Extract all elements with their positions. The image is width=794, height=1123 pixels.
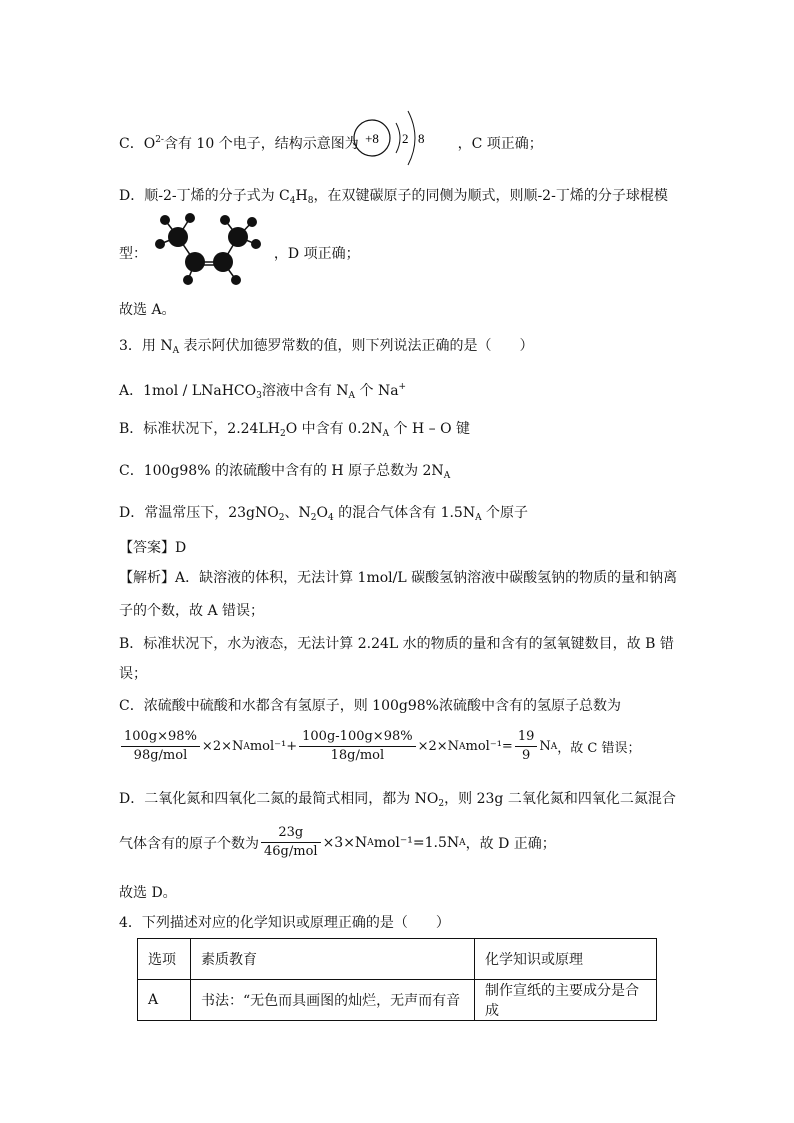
cell-quality-education: 书法：“无色而具画图的灿烂，无声而有音 <box>191 980 475 1021</box>
cell-chem-knowledge: 制作宣纸的主要成分是合成 <box>475 980 657 1021</box>
fraction-2: $\frac{100g-100g\times 98\%}{\text{18g/mol}}$ <box>299 728 415 765</box>
explanation-a-line1: 【解析】A．缺溶液的体积，无法计算 1mol/L 碳酸氢钠溶液中碳酸氢钠的物质的量和钠离 <box>119 570 678 586</box>
option-d-line1: D．顺-2-丁烯的分子式为 $C_4H_8$，在双键碳原子的同侧为顺式，则顺-2-丁烯的分子球棍模 <box>119 188 668 206</box>
explanation-d-line1: D．二氧化氮和四氧化二氮的最简式相同，都为 $NO_2$，则 23g 二氧化氮和四氧化二氮混合 <box>119 791 676 809</box>
option-d-line2: 型： ，D 项正确； <box>119 246 360 262</box>
answer-label: 【答案】D <box>119 540 187 556</box>
oxygen-ion-structure-diagram <box>350 105 440 171</box>
question-3-option-a: A．1mol / LNaHCO$_3$溶液中含有 $N_A$ 个 Na+ <box>119 382 407 401</box>
shell-1-count: 2 <box>402 131 409 146</box>
question-4-table <box>137 938 657 1021</box>
shell-2-count: 8 <box>418 131 425 146</box>
nucleus-label: +8 <box>365 131 379 146</box>
question-3-stem: 3．用 $N_A$ 表示阿伏加德罗常数的值，则下列说法正确的是（ ） <box>119 338 534 356</box>
explanation-d-line2: 气体含有的原子个数为 $\frac{23g}{\text{46g/mol}}$ ×3×N A mol⁻¹=1.5N A ，故 D 正确； <box>119 825 556 859</box>
cis-2-butene-ball-stick-model <box>150 212 270 288</box>
fraction-3: $\frac{19}{9}$ <box>515 728 538 765</box>
question-3-option-b: B．标准状况下，$2.24LH_2O$ 中含有 $0.2N_A$ 个 H – O 键 <box>119 421 471 439</box>
table-header-row <box>138 939 657 980</box>
explanation-b-line2: 误； <box>119 666 147 682</box>
option-c-line: C．$O^{2-}$含有 10 个电子，结构示意图为 ，C 项正确； <box>119 128 543 154</box>
table-row <box>138 980 657 1021</box>
fraction-1: $\frac{100g\times 98\%}{\text{98g/mol}}$ <box>121 728 200 765</box>
cell-option: A <box>138 980 191 1021</box>
explanation-c-line1: C．浓硫酸中硫酸和水都含有氢原子，则 100g98%浓硫酸中含有的氢原子总数为 <box>119 698 621 714</box>
header-quality-education: 素质教育 <box>191 939 475 980</box>
equation-c: $\frac{100g\times 98\%}{\text{98g/mol}}$ ×2×N A mol⁻¹+ $\frac{100g-100g\times 98\%}{\text{18g/mol}}$ ×2×N A mol⁻¹= $\frac{19}{9}$ N A ，故 C 错误； <box>119 728 640 765</box>
explanation-b-line1: B．标准状况下，水为液态，无法计算 2.24L 水的物质的量和含有的氢氧键数目，故 B 错 <box>119 636 674 652</box>
answer-q2: 故选 A。 <box>119 302 176 318</box>
answer-q3: 故选 D。 <box>119 885 177 901</box>
header-chem-knowledge: 化学知识或原理 <box>475 939 657 980</box>
header-option: 选项 <box>138 939 191 980</box>
question-3-option-c: C．100g98% 的浓硫酸中含有的 H 原子总数为 $2N_A$ <box>119 463 451 481</box>
fraction-d: $\frac{23g}{\text{46g/mol}}$ <box>261 824 321 861</box>
question-3-option-d: D．常温常压下，23gNO$_2$、$N_2O_4$ 的混合气体含有 $1.5N_A$ 个原子 <box>119 505 529 523</box>
explanation-a-line2: 子的个数，故 A 错误； <box>119 603 265 619</box>
question-4-stem: 4．下列描述对应的化学知识或原理正确的是（ ） <box>119 915 450 931</box>
